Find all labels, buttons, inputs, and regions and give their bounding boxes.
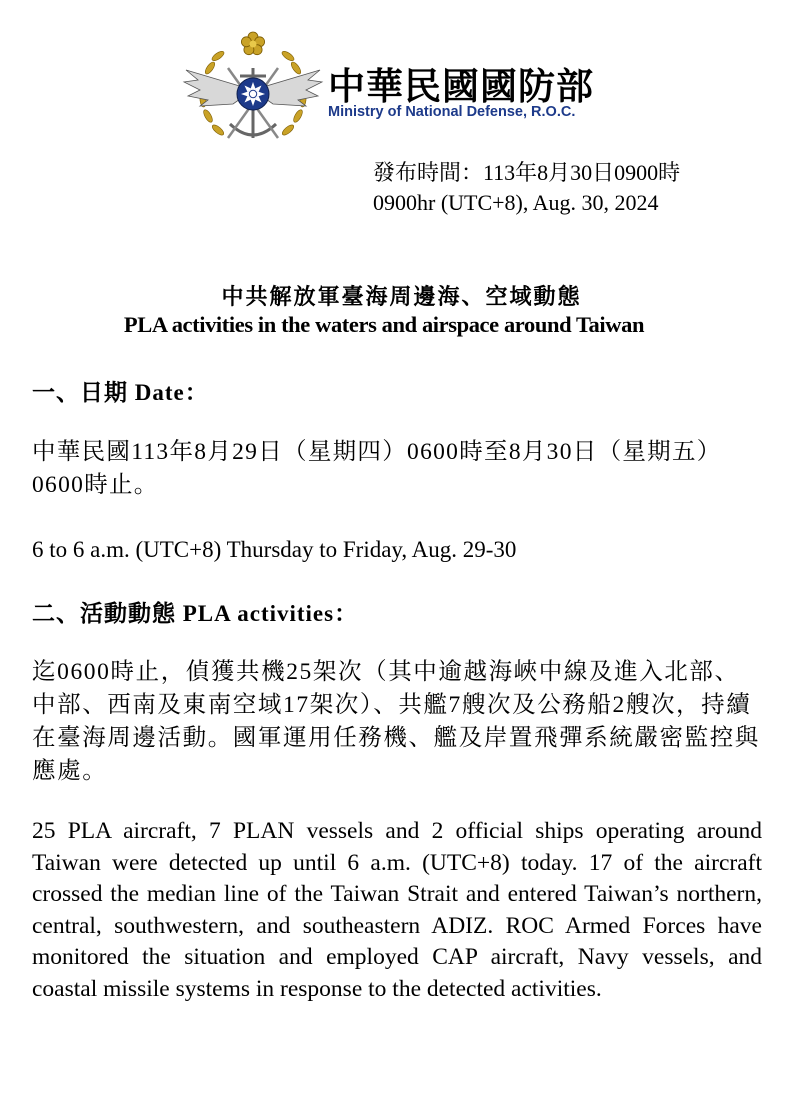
org-name-zh: 中華民國國防部 (328, 65, 594, 108)
page-title-en: PLA activities in the waters and airspace around Taiwan (123, 312, 645, 337)
date-text-en: 6 to 6 a.m. (UTC+8) Thursday to Friday, Aug. 29-30 (32, 537, 517, 562)
release-time-zh: 發布時間：113年8月30日0900時 (373, 160, 681, 185)
release-time-en: 0900hr (UTC+8), Aug. 30, 2024 (373, 190, 659, 215)
mnd-emblem-icon (178, 28, 328, 150)
activities-text-en: 25 PLA aircraft, 7 PLAN vessels and 2 official ships operating around Taiwan were detected up until 6 a.m. (UTC+8) today. 17 of the aircraft crossed the median line of the Taiwan Strait and entered Taiwan’s northern, central, southwestern, and southeastern ADIZ. ROC Armed Forces have monitored the situation and employed CAP aircraft, Navy vessels, and coastal missile systems in response to the detected activities. (32, 818, 762, 1002)
org-name-en: Ministry of National Defense, R.O.C. (328, 104, 576, 120)
date-text-zh: 中華民國113年8月29日（星期四）0600時至8月30日（星期五）0600時止。 (32, 439, 722, 498)
section-heading-activities: 二、活動動態 PLA activities： (32, 601, 359, 626)
activities-text-zh: 迄0600時止，偵獲共機25架次（其中逾越海峽中線及進入北部、中部、西南及東南空域17架次）、共艦7艘次及公務船2艘次，持續在臺海周邊活動。國軍運用任務機、艦及岸置飛彈系統嚴密監控與應處。 (32, 659, 760, 784)
section-heading-date: 一、日期 Date： (32, 380, 209, 405)
page-title-zh: 中共解放軍臺海周邊海、空域動態 (221, 284, 582, 309)
